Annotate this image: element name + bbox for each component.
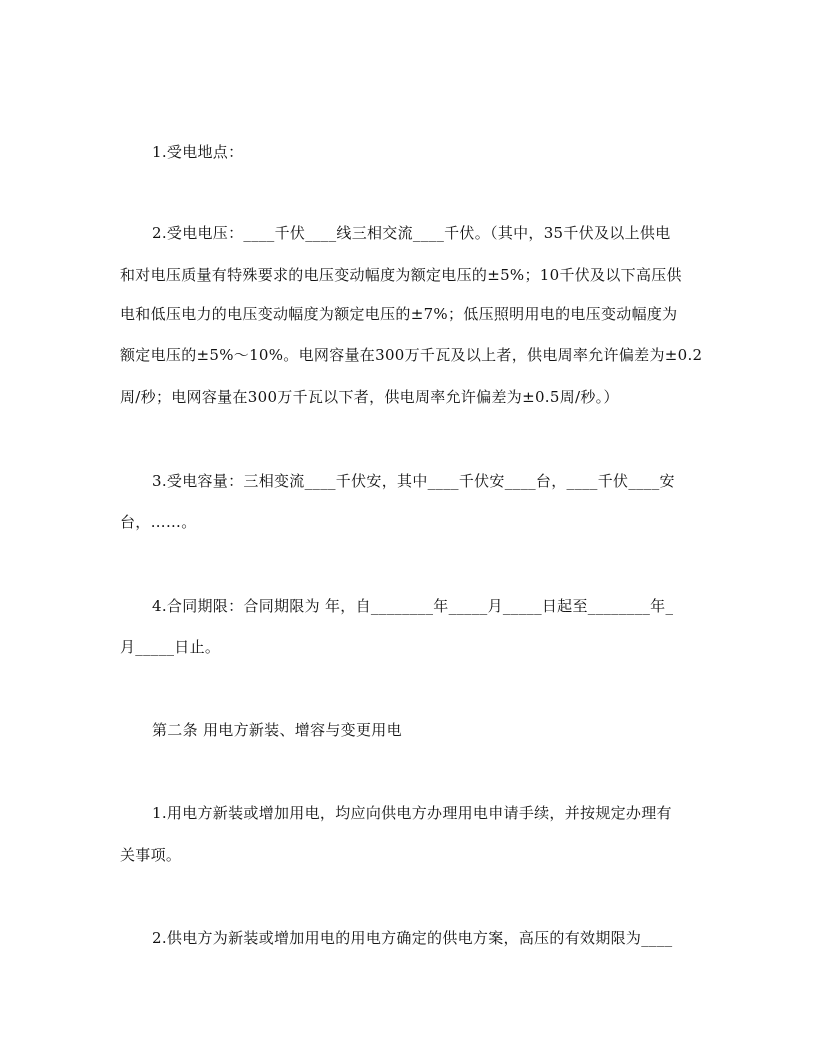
item-2-voltage-line-2: 和对电压质量有特殊要求的电压变动幅度为额定电压的±5%；10千伏及以下高压供 — [120, 266, 682, 284]
item-2-voltage-line-5: 周/秒；电网容量在300万千瓦以下者，供电周率允许偏差为±0.5周/秒。） — [120, 388, 619, 406]
item-3-capacity-line-2: 台，……。 — [120, 513, 197, 531]
item-4-term-line-2: 月_____日止。 — [120, 638, 221, 656]
item-3-capacity-line-1: 3.受电容量：三相变流____千伏安，其中____千伏安____台，____千伏____安 — [152, 472, 675, 490]
article-2-heading: 第二条 用电方新装、增容与变更用电 — [152, 721, 402, 739]
item-2-voltage-line-4: 额定电压的±5%～10%。电网容量在300万千瓦及以上者，供电周率允许偏差为±0.2 — [120, 346, 703, 364]
item-2-voltage-line-1: 2.受电电压：____千伏____线三相交流____千伏。（其中，35千伏及以上供电 — [152, 224, 671, 242]
item-1-location: 1.受电地点： — [152, 143, 244, 161]
item-4-term-line-1: 4.合同期限：合同期限为 年，自________年_____月_____日起至________年_ — [152, 597, 674, 615]
article-2-item-1-line-2: 关事项。 — [120, 846, 182, 864]
article-2-item-2-line-1: 2.供电方为新装或增加用电的用电方确定的供电方案，高压的有效期限为____ — [152, 929, 673, 947]
item-2-voltage-line-3: 电和低压电力的电压变动幅度为额定电压的±7%；低压照明用电的电压变动幅度为 — [120, 305, 678, 323]
article-2-item-1-line-1: 1.用电方新装或增加用电，均应向供电方办理用电申请手续，并按规定办理有 — [152, 804, 672, 822]
